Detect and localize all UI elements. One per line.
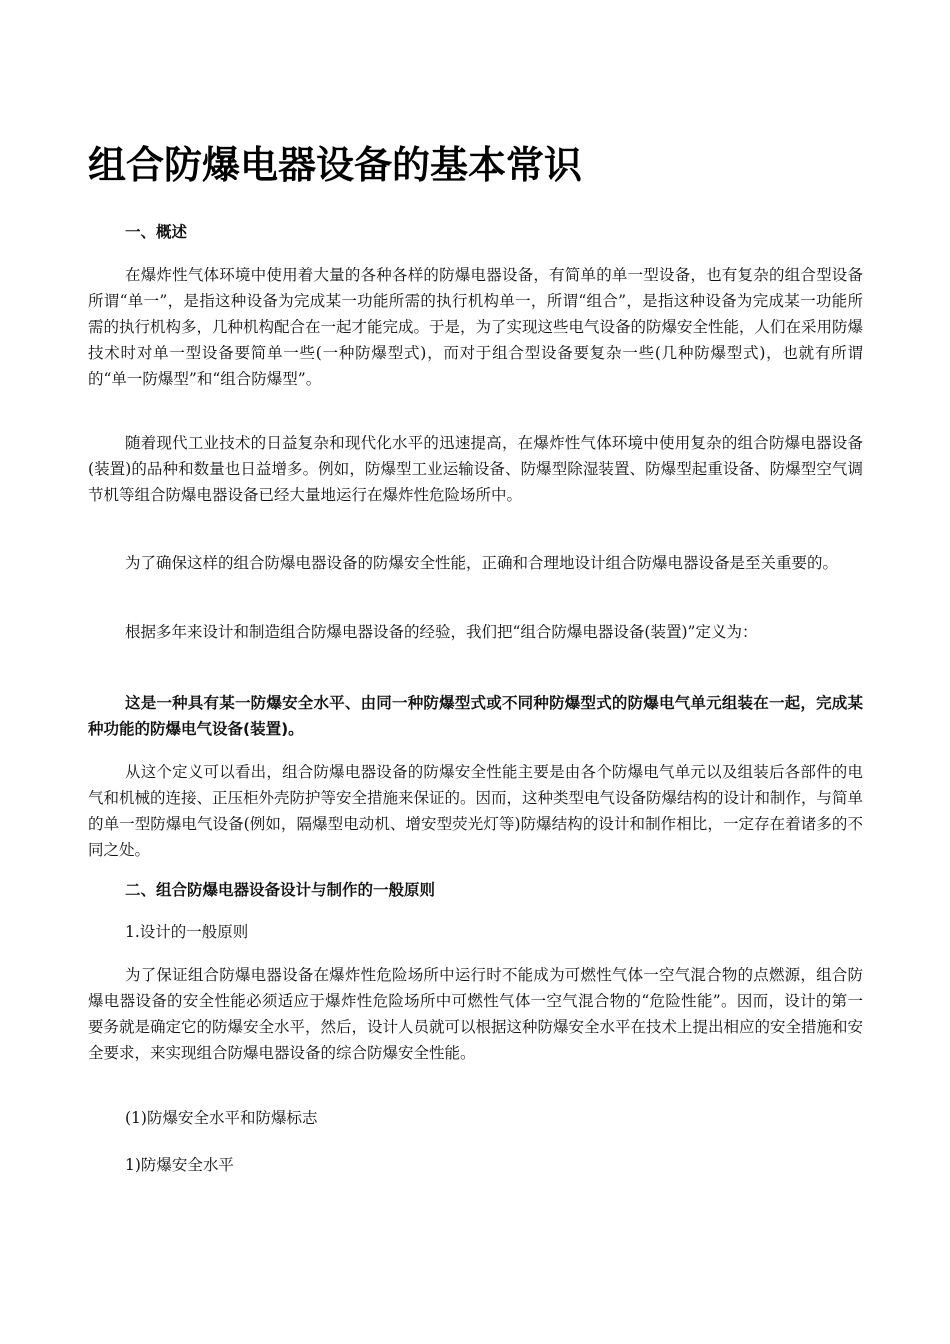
- subheading-safety-level-and-marking: (1)防爆安全水平和防爆标志: [125, 1109, 318, 1127]
- paragraph-2: 随着现代工业技术的日益复杂和现代化水平的迅速提高，在爆炸性气体环境中使用复杂的组合防爆电器设备(装置)的品种和数量也日益增多。例如，防爆型工业运输设备、防爆型除湿装置、防爆型起重设备、防爆型空气调节机等组合防爆电器设备已经大量地运行在爆炸性危险场所中。: [88, 434, 863, 504]
- paragraph-3: 为了确保这样的组合防爆电器设备的防爆安全性能，正确和合理地设计组合防爆电器设备是至关重要的。: [125, 554, 839, 572]
- paragraph-6: 从这个定义可以看出，组合防爆电器设备的防爆安全性能主要是由各个防爆电气单元以及组装后各部件的电气和机械的连接、正压柜外壳防护等安全措施来保证的。因而，这种类型电气设备防爆结构的设计和制作，与简单的单一型防爆电气设备(例如，隔爆型电动机、增安型荧光灯等)防爆结构的设计和制作相比，一定存在着诸多的不同之处。: [88, 763, 864, 859]
- paragraph-4: 根据多年来设计和制造组合防爆电器设备的经验，我们把“组合防爆电器设备(装置)”定义为：: [125, 623, 758, 641]
- document-title: 组合防爆电器设备的基本常识: [88, 143, 583, 187]
- section-heading-overview: 一、概述: [125, 223, 188, 241]
- section-heading-principles: 二、组合防爆电器设备设计与制作的一般原则: [125, 881, 436, 899]
- paragraph-1: 在爆炸性气体环境中使用着大量的各种各样的防爆电器设备，有简单的单一型设备，也有复杂的组合型设备所谓“单一”，是指这种设备为完成某一功能所需的执行机构单一，所谓“组合”，是指这种设备为完成某一功能所需的执行机构多，几种机构配合在一起才能完成。于是，为了实现这些电气设备的防爆安全性能，人们在采用防爆技术时对单一型设备要简单一些(一种防爆型式)，而对于组合型设备要复杂一些(几种防爆型式)，也就有所谓的“单一防爆型”和“组合防爆型”。: [88, 266, 864, 388]
- subheading-safety-level: 1)防爆安全水平: [125, 1156, 234, 1174]
- subheading-design-principles: 1.设计的一般原则: [125, 923, 249, 941]
- paragraph-7: 为了保证组合防爆电器设备在爆炸性危险场所中运行时不能成为可燃性气体一空气混合物的点燃源，组合防爆电器设备的安全性能必须适应于爆炸性危险场所中可燃性气体一空气混合物的“危险性能”。因而，设计的第一要务就是确定它的防爆安全水平，然后，设计人员就可以根据这种防爆安全水平在技术上提出相应的安全措施和安全要求，来实现组合防爆电器设备的综合防爆安全性能。: [88, 966, 864, 1062]
- definition-paragraph: 这是一种具有某一防爆安全水平、由同一种防爆型式或不同种防爆型式的防爆电气单元组装在一起，完成某种功能的防爆电气设备(装置)。: [88, 694, 863, 738]
